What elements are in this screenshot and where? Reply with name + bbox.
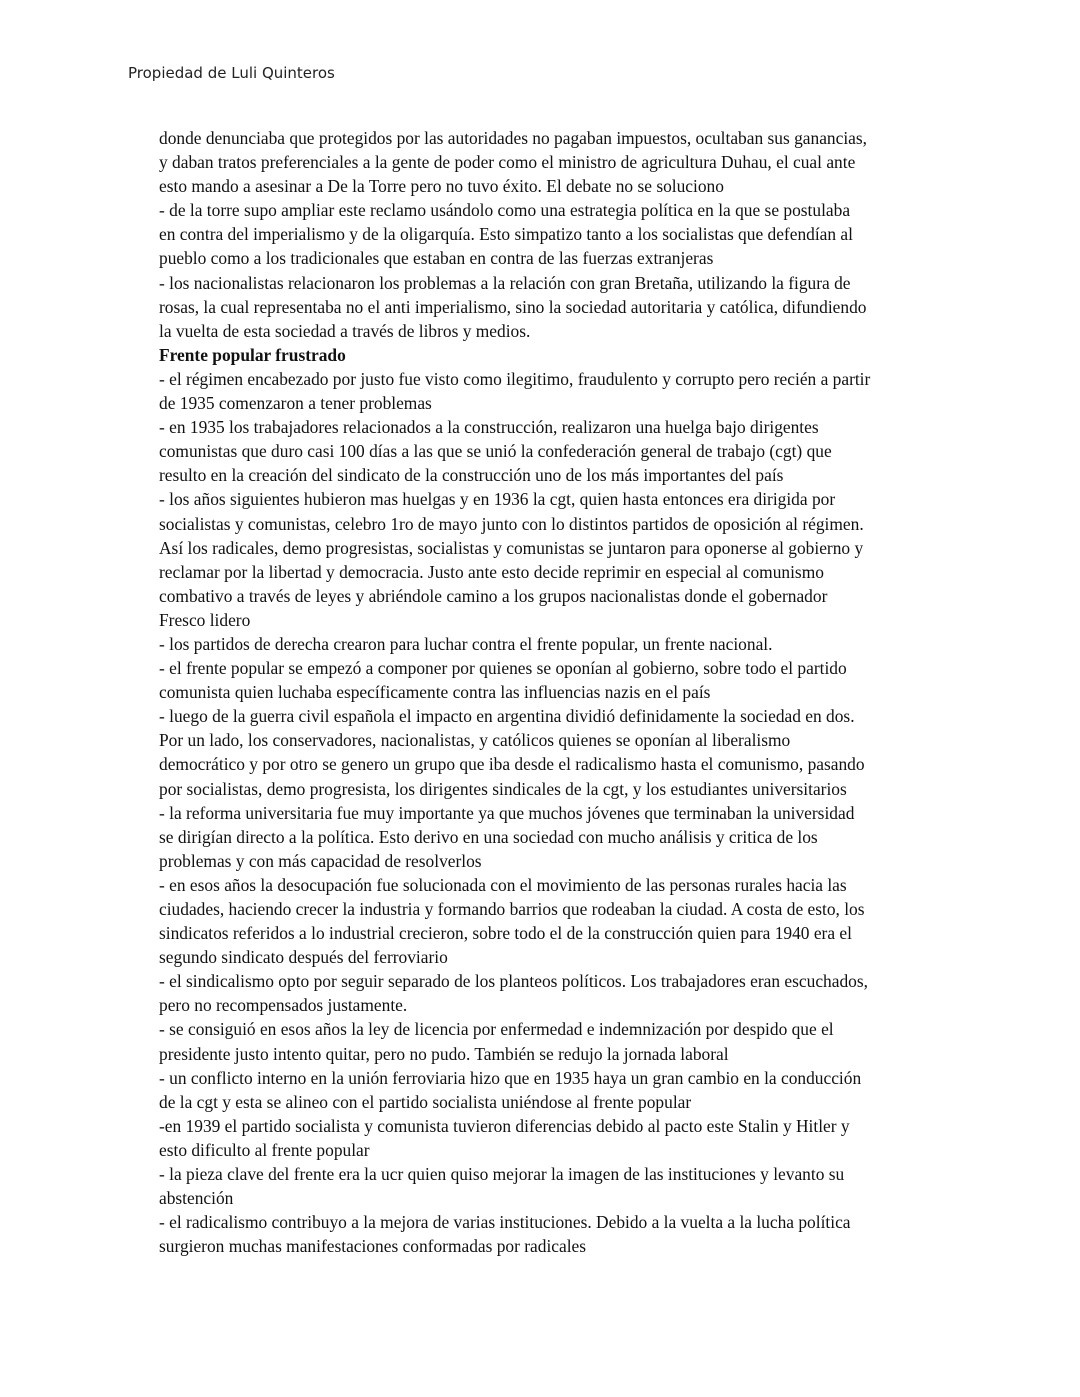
text-line: - el sindicalismo opto por seguir separado de los planteos políticos. Los trabajadores eran escuchados,	[159, 971, 868, 992]
text-line: rosas, la cual representaba no el anti imperialismo, sino la sociedad autoritaria y católica, difundiendo	[159, 296, 867, 317]
text-line: se dirigían directo a la política. Esto derivo en una sociedad con mucho análisis y critica de los	[159, 826, 818, 847]
text-line: - la reforma universitaria fue muy importante ya que muchos jóvenes que terminaban la universidad	[159, 802, 855, 823]
text-line: - los partidos de derecha crearon para luchar contra el frente popular, un frente nacional.	[159, 633, 773, 654]
text-line: socialistas y comunistas, celebro 1ro de mayo junto con lo distintos partidos de oposición al régimen.	[159, 513, 864, 534]
text-line: pueblo como a los tradicionales que estaban en contra de las fuerzas extranjeras	[159, 248, 714, 269]
text-line: Fresco lidero	[159, 609, 251, 630]
text-line: - en esos años la desocupación fue solucionada con el movimiento de las personas rurales hacia las	[159, 874, 847, 895]
text-line: esto dificulto al frente popular	[159, 1139, 370, 1160]
text-line: - de la torre supo ampliar este reclamo usándolo como una estrategia política en la que se postulaba	[159, 200, 851, 221]
text-line: combativo a través de leyes y abriéndole camino a los grupos nacionalistas donde el gobernador	[159, 585, 828, 606]
text-line: comunistas que duro casi 100 días a las que se unió la confederación general de trabajo (cgt) que	[159, 441, 832, 462]
text-line: - los nacionalistas relacionaron los problemas a la relación con gran Bretaña, utilizando la figura de	[159, 272, 851, 293]
text-line: de 1935 comenzaron a tener problemas	[159, 393, 432, 414]
text-line: donde denunciaba que protegidos por las autoridades no pagaban impuestos, ocultaban sus ganancias,	[159, 128, 867, 148]
text-line: - en 1935 los trabajadores relacionados a la construcción, realizaron una huelga bajo dirigentes	[159, 417, 819, 438]
text-line: de la cgt y esta se alineo con el partido socialista uniéndose al frente popular	[159, 1091, 692, 1112]
text-line: -en 1939 el partido socialista y comunista tuvieron diferencias debido al pacto este Stalin y Hitler y	[159, 1115, 850, 1136]
text-line: presidente justo intento quitar, pero no pudo. También se redujo la jornada laboral	[159, 1043, 729, 1064]
text-line: Así los radicales, demo progresistas, socialistas y comunistas se juntaron para oponerse al gobierno y	[159, 537, 864, 558]
text-line: ciudades, haciendo crecer la industria y formando barrios que rodeaban la ciudad. A costa de esto, los	[159, 899, 865, 919]
text-line: segundo sindicato después del ferroviario	[159, 947, 448, 968]
text-line: la vuelta de esta sociedad a través de libros y medios.	[159, 320, 531, 341]
text-line: democrático y por otro se genero un grupo que iba desde el radicalismo hasta el comunismo, pasando	[159, 754, 865, 775]
text-line: resulto en la creación del sindicato de la construcción uno de los más importantes del país	[159, 465, 784, 486]
text-line: - luego de la guerra civil española el impacto en argentina dividió definidamente la sociedad en dos.	[159, 706, 855, 727]
text-line: - el frente popular se empezó a componer por quienes se oponían al gobierno, sobre todo el partido	[159, 658, 847, 679]
section-heading: Frente popular frustrado	[159, 344, 346, 365]
text-line: Por un lado, los conservadores, nacionalistas, y católicos quienes se oponían al liberalismo	[159, 730, 791, 751]
text-line: por socialistas, demo progresista, los dirigentes sindicales de la cgt, y los estudiantes universitarios	[159, 778, 847, 799]
text-line: problemas y con más capacidad de resolverlos	[159, 850, 482, 871]
document-body	[159, 126, 969, 1258]
text-line: - los años siguientes hubieron mas huelgas y en 1936 la cgt, quien hasta entonces era dirigida por	[159, 489, 836, 510]
text-line: - un conflicto interno en la unión ferroviaria hizo que en 1935 haya un gran cambio en la conducción	[159, 1067, 862, 1088]
text-line: sindicatos referidos a lo industrial crecieron, sobre todo el de la construcción quien para 1940 era el	[159, 923, 852, 944]
text-line: y daban tratos preferenciales a la gente de poder como el ministro de agricultura Duhau, el cual ante	[159, 152, 856, 173]
text-line: - el radicalismo contribuyo a la mejora de varias instituciones. Debido a la vuelta a la lucha política	[159, 1212, 851, 1233]
text-line: - la pieza clave del frente era la ucr quien quiso mejorar la imagen de las instituciones y levanto su	[159, 1164, 845, 1185]
text-line: reclamar por la libertad y democracia. Justo ante esto decide reprimir en especial al comunismo	[159, 561, 824, 582]
text-line: pero no recompensados justamente.	[159, 995, 408, 1016]
text-line: surgieron muchas manifestaciones conformadas por radicales	[159, 1236, 587, 1257]
text-line: - el régimen encabezado por justo fue visto como ilegitimo, fraudulento y corrupto pero recién a partir	[159, 368, 871, 389]
text-line: comunista quien luchaba específicamente contra las influencias nazis en el país	[159, 682, 711, 703]
text-line: abstención	[159, 1188, 234, 1209]
text-line: esto mando a asesinar a De la Torre pero no tuvo éxito. El debate no se soluciono	[159, 176, 724, 197]
page-header: Propiedad de Luli Quinteros	[128, 64, 335, 82]
text-line: - se consiguió en esos años la ley de licencia por enfermedad e indemnización por despido que el	[159, 1019, 834, 1040]
text-line: en contra del imperialismo y de la oligarquía. Esto simpatizo tanto a los socialistas que defendían al	[159, 224, 853, 245]
